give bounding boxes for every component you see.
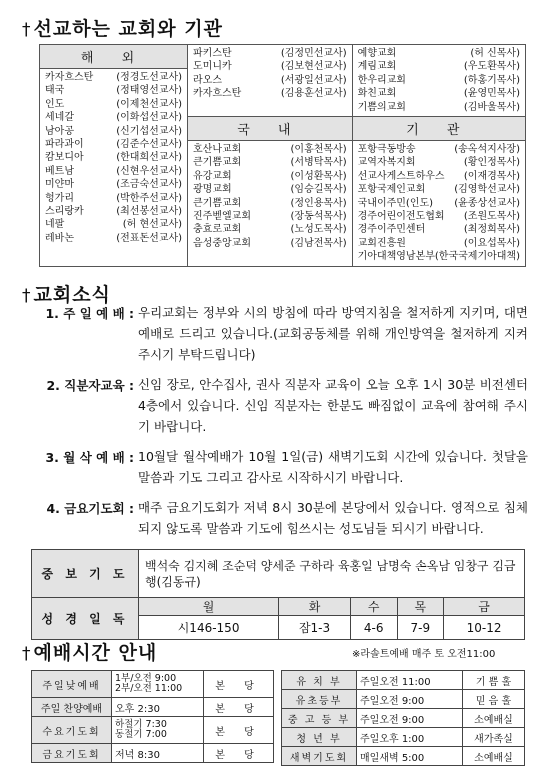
entry-name: 포항극동방송 (357, 144, 416, 156)
entry-name: 한우리교회 (357, 74, 406, 86)
abroad-list-2 (188, 45, 353, 117)
entry-name: 음성중앙교회 (193, 237, 251, 249)
mission-entry (188, 60, 352, 73)
mission-entry (353, 197, 525, 210)
service-name: 새벽기도회 (282, 747, 357, 766)
entry-name: 큰기쁨교회 (193, 157, 242, 169)
entry-name: 미얀마 (45, 179, 74, 191)
entry-name: 유강교회 (193, 170, 232, 182)
reading-cell: 7-9 (397, 616, 444, 640)
mission-entry (40, 165, 187, 178)
schedule-left-table (31, 670, 274, 763)
entry-person: (최정희목사) (463, 224, 520, 236)
news-text: 10월달 월삭예배가 10월 1일(금) 새벽기도회 시간에 있습니다. 첫달을 말씀과 기도 그리고 감사로 시작하시기 바랍니다. (138, 449, 528, 485)
entry-name: 인도 (45, 98, 65, 110)
entry-name: 화친교회 (357, 88, 397, 100)
entry-person: (최선봉선교사) (116, 206, 183, 218)
service-name: 유 치 부 (282, 671, 357, 690)
entry-name: 헝가리 (45, 192, 74, 204)
entry-person: (김영학선교사) (454, 184, 520, 196)
abroad-list (40, 69, 188, 267)
entry-name: 라오스 (193, 74, 222, 86)
entry-name: 계림교회 (357, 61, 397, 73)
entry-name: 카자흐스탄 (45, 72, 94, 83)
entry-name: 충효로교회 (193, 224, 242, 236)
entry-name: 경주어린이전도협회 (357, 211, 445, 223)
service-name: 유초등부 (282, 690, 357, 709)
mission-entry (40, 232, 187, 245)
entry-person: (이재경목사) (463, 170, 520, 182)
mission-entry (353, 183, 525, 196)
entry-person: (서병탁목사) (290, 157, 347, 169)
day-cell: 목 (397, 598, 444, 616)
news-item (28, 376, 528, 437)
reading-cell: 잠1-3 (279, 616, 351, 640)
entry-name: 남아공 (45, 125, 74, 137)
service-place: 본 당 (204, 671, 274, 698)
missions-title: † 선교하는 교회와 기관 (22, 18, 223, 40)
service-name: 금요기도회 (32, 744, 112, 763)
mission-entry (40, 138, 187, 151)
entry-name: 파라과이 (45, 139, 84, 151)
mission-entry (353, 170, 525, 183)
entry-person: (이홍천목사) (290, 144, 347, 156)
entry-name: 도미니카 (193, 61, 232, 73)
entry-name: 스리랑카 (45, 206, 84, 218)
entry-name: 파키스탄 (193, 48, 232, 59)
entry-person: (조금숙선교사) (116, 179, 183, 191)
service-name: 수요기도회 (32, 717, 112, 744)
entry-name: 경주이주민센터 (357, 224, 426, 236)
mission-entry (40, 192, 187, 205)
schedule-row (282, 671, 525, 690)
entry-person: (정인용목사) (290, 197, 347, 209)
service-name: 청 년 부 (282, 728, 357, 747)
mission-entry (40, 151, 187, 164)
schedule-title: † 예배시간 안내 (22, 642, 158, 664)
service-place: 본 당 (204, 698, 274, 717)
mission-entry (40, 205, 187, 218)
entry-name: 호산나교회 (193, 144, 242, 156)
reading-cell: 10-12 (444, 616, 525, 640)
mission-entry (40, 111, 187, 124)
entry-person: (조원도목사) (463, 211, 520, 223)
service-place: 본 당 (204, 717, 274, 744)
service-place: 소예배실 (463, 709, 525, 728)
entry-name: 광명교회 (193, 184, 232, 196)
service-name: 중 고 등 부 (282, 709, 357, 728)
entry-person: (김보현선교사) (280, 61, 347, 73)
service-time: 오후 2:30 (112, 698, 204, 717)
mission-entry (40, 98, 187, 111)
schedule-row (282, 690, 525, 709)
entry-person: (이화섭선교사) (116, 112, 183, 124)
mission-entry (353, 60, 525, 73)
schedule-note: ※라솔트예배 매주 토 오전11:00 (352, 649, 496, 660)
news-label: 2. 직분자교육 : (46, 378, 134, 393)
time-line: 1부/오전 9:00 (115, 673, 177, 684)
entry-name: 베트남 (45, 165, 74, 177)
intercession-label: 중 보 기 도 (32, 550, 139, 598)
news-label: 1. 주 일 예 배 : (45, 306, 134, 321)
time-line: 하절기 7:30 (115, 719, 167, 730)
entry-name: 네팔 (45, 219, 65, 231)
entry-person: (윤종상선교사) (454, 197, 520, 209)
mission-entry (40, 84, 187, 97)
entry-person: (김남전목사) (290, 237, 347, 249)
entry-name: 카자흐스탄 (193, 88, 242, 100)
mission-entry (353, 237, 525, 250)
service-time: 저녁 8:30 (112, 744, 204, 763)
churches-list (352, 45, 525, 117)
reading-cell: 시146-150 (139, 616, 279, 640)
schedule-row (282, 747, 525, 766)
intercession-names: 백석숙 김지혜 조순덕 양세준 구하라 육홍일 남명숙 손옥남 임창구 김금행(김동규) (139, 550, 525, 598)
news-list (28, 304, 528, 550)
mission-entry (353, 101, 525, 114)
day-cell: 수 (350, 598, 397, 616)
entry-name: 예향교회 (357, 48, 397, 59)
missions-table (39, 44, 526, 267)
entry-name: 국내이주민(인도) (357, 197, 434, 209)
mission-entry (353, 87, 525, 100)
entry-name: 교역자복지회 (357, 157, 416, 169)
mission-entry (188, 47, 352, 60)
service-time: 주일오전 11:00 (357, 671, 463, 690)
service-place: 믿 음 홀 (463, 690, 525, 709)
mission-entry (353, 250, 525, 263)
entry-name: 캄보디아 (45, 152, 84, 164)
entry-person: (윤영민목사) (463, 88, 520, 100)
entry-person: (신기섭선교사) (116, 125, 183, 137)
mission-entry (188, 223, 352, 236)
domestic-list (188, 141, 353, 267)
entry-person: (허 현선교사) (122, 219, 183, 231)
news-label: 4. 금요기도회 : (46, 501, 134, 516)
entry-person: (허 신목사) (470, 48, 520, 59)
service-time: 주일오전 9:00 (357, 709, 463, 728)
entry-person: (박한주선교사) (116, 192, 183, 204)
cross-icon: † (22, 20, 32, 40)
service-time: 매일새벽 5:00 (357, 747, 463, 766)
news-text: 매주 금요기도회가 저녁 8시 30분에 본당에서 있습니다. 영적으로 침체되지 않도록 말씀과 기도에 힘쓰시는 성도님들 되시기 바랍니다. (138, 500, 528, 536)
mission-entry (353, 156, 525, 169)
entry-person: (김준수선교사) (116, 139, 183, 151)
entry-person: (김정민선교사) (280, 48, 347, 59)
mission-entry (40, 71, 187, 84)
entry-name: 진주벧엘교회 (193, 211, 251, 223)
service-name: 주일낮예배 (32, 671, 112, 698)
entry-person: (김용훈선교사) (280, 88, 347, 100)
news-label: 3. 월 삭 예 배 : (45, 450, 134, 465)
institutions-header: 기 관 (352, 117, 525, 141)
domestic-header: 국 내 (188, 117, 353, 141)
mission-entry (188, 170, 352, 183)
mission-entry (188, 156, 352, 169)
service-table (31, 549, 525, 640)
mission-entry (40, 125, 187, 138)
service-time: 주일오후 1:00 (357, 728, 463, 747)
time-line: 2부/오전 11:00 (115, 683, 183, 694)
service-time (112, 717, 204, 744)
mission-entry (40, 218, 187, 231)
entry-person: (이요섭목사) (463, 237, 520, 249)
news-text: 우리교회는 정부와 시의 방침에 따라 방역지침을 철저하게 지키며, 대면 예배로 드리고 있습니다.(교회공동체를 위해 개인방역을 철저하게 지켜주시기 부탁드립니다) (138, 305, 528, 362)
entry-person: (하홍기목사) (463, 74, 520, 86)
institutions-list (352, 141, 525, 267)
reading-cell: 4-6 (350, 616, 397, 640)
mission-entry (188, 87, 352, 100)
entry-name: 큰기쁨교회 (193, 197, 242, 209)
service-place: 새가족실 (463, 728, 525, 747)
mission-entry (188, 237, 352, 250)
service-place: 기 쁨 홀 (463, 671, 525, 690)
entry-name: 세네갈 (45, 112, 74, 124)
entry-person: (장동석목사) (290, 211, 347, 223)
entry-person: (신현우선교사) (116, 165, 183, 177)
entry-person: (우도환목사) (463, 61, 520, 73)
mission-entry (188, 74, 352, 87)
entry-person: (김바울목사) (463, 101, 520, 113)
reading-label: 성 경 일 독 (32, 598, 139, 640)
news-title: † 교회소식 (22, 284, 111, 306)
news-item (28, 304, 528, 365)
day-cell: 월 (139, 598, 279, 616)
mission-entry (353, 210, 525, 223)
entry-person: (이성환목사) (290, 170, 347, 182)
schedule-row (282, 728, 525, 747)
day-cell: 화 (279, 598, 351, 616)
entry-person: (정경도선교사) (116, 72, 183, 83)
news-item (28, 499, 528, 539)
time-line: 동절기 7:00 (115, 729, 167, 740)
entry-person: (서광일선교사) (280, 74, 347, 86)
entry-name: 기아대책영남본부 (357, 251, 435, 263)
mission-entry (188, 197, 352, 210)
news-item (28, 448, 528, 488)
entry-name: 레바논 (45, 232, 74, 244)
entry-name: 선교사게스트하우스 (357, 170, 445, 182)
service-name: 주일 찬양예배 (32, 698, 112, 717)
entry-person: (한대희선교사) (116, 152, 183, 164)
entry-person: (황인정목사) (463, 157, 520, 169)
mission-entry (188, 183, 352, 196)
mission-entry (188, 210, 352, 223)
entry-name: 기쁨의교회 (357, 101, 406, 113)
cross-icon: † (22, 286, 32, 306)
service-place: 소예배실 (463, 747, 525, 766)
mission-entry (188, 143, 352, 156)
service-time (112, 671, 204, 698)
entry-name: 교회진흥원 (357, 237, 406, 249)
entry-person: (정태영선교사) (116, 85, 183, 97)
day-cell: 금 (444, 598, 525, 616)
mission-entry (353, 223, 525, 236)
entry-person: (한국국제기아대책) (434, 251, 520, 263)
entry-name: 포항국제인교회 (357, 184, 426, 196)
entry-person: (송옥석지사장) (454, 144, 520, 156)
entry-person: (전표돈선교사) (116, 232, 183, 244)
mission-entry (40, 178, 187, 191)
mission-entry (353, 143, 525, 156)
mission-entry (353, 47, 525, 60)
service-time: 주일오전 9:00 (357, 690, 463, 709)
entry-person: (이제천선교사) (116, 98, 183, 110)
service-place: 본 당 (204, 744, 274, 763)
news-text: 신임 장로, 안수집사, 권사 직분자 교육이 오늘 오후 1시 30분 비전센터 4층에서 있습니다. 신임 직분자는 한분도 빠짐없이 교육에 참여해 주시기 바랍니다. (138, 377, 528, 434)
schedule-right-table (281, 670, 525, 766)
schedule-row (282, 709, 525, 728)
cross-icon: † (22, 644, 32, 664)
entry-name: 태국 (45, 85, 65, 97)
entry-person: (노성도목사) (290, 224, 347, 236)
entry-person: (임승길목사) (290, 184, 347, 196)
mission-entry (353, 74, 525, 87)
abroad-header: 해 외 (40, 45, 188, 69)
